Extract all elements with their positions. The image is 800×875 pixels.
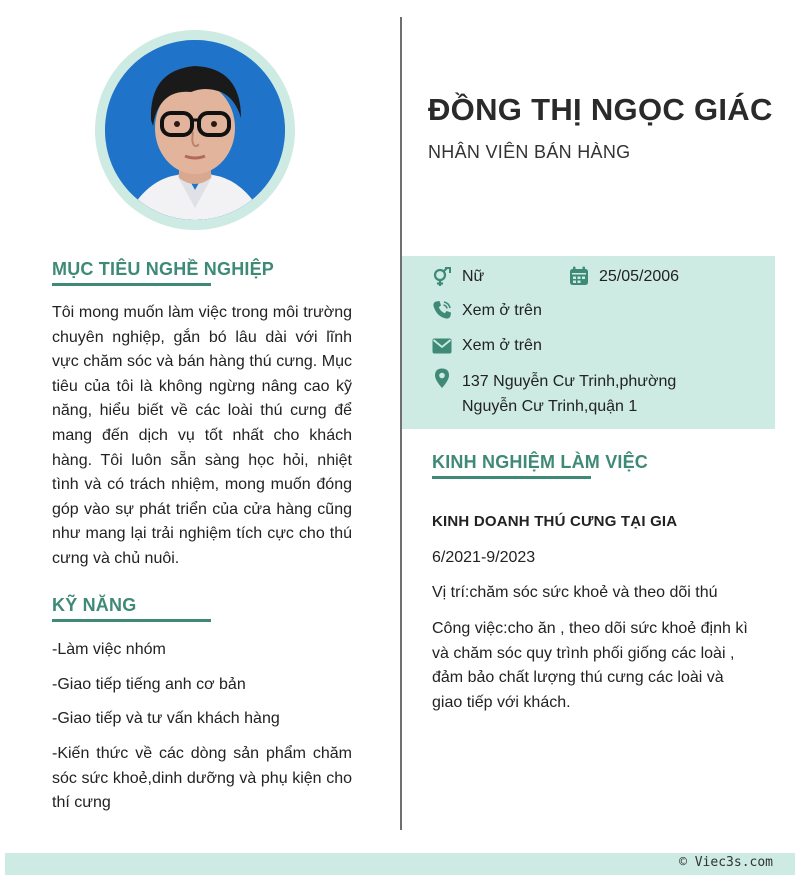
skill-item: -Giao tiếp tiếng anh cơ bản xyxy=(52,676,246,693)
gender-value: Nữ xyxy=(462,268,485,285)
objective-text: Tôi mong muốn làm việc trong môi trường chuyên nghiệp, gắn bó lâu dài với lĩnh vực chăm sóc và bán hàng thú cưng. Mục tiêu của tôi là không ngừng nâng cao kỹ năng, hiểu biết về các loài thú cưng để mang đến dịch vụ tốt nhất cho khách hàng. Tôi luôn sẵn sàng học hỏi, nhiệt tình và có trách nhiệm, mong muốn đóng góp vào sự phát triển của cửa hàng cũng như mang lại trải nghiệm tích cực cho thú cưng và chủ nuôi. xyxy=(52,304,352,567)
experience-title: KINH NGHIỆM LÀM VIỆC xyxy=(432,452,649,472)
skills-underline xyxy=(52,619,211,622)
experience-underline xyxy=(432,476,591,479)
address-value xyxy=(462,369,676,419)
calendar-icon xyxy=(569,266,589,286)
job-company: KINH DOANH THÚ CƯNG TẠI GIA xyxy=(432,513,678,530)
job-duties: Công việc:cho ăn , theo dõi sức khoẻ định kì và chăm sóc quy trình phối giống các loài , đảm bảo chất lượng thú cưng các loài và giao tiếp với khách. xyxy=(432,620,748,711)
phone-icon xyxy=(432,300,452,320)
email-value: Xem ở trên xyxy=(462,337,542,354)
skill-item: -Giao tiếp và tư vấn khách hàng xyxy=(52,710,280,727)
birthdate-value: 25/05/2006 xyxy=(599,268,680,285)
avatar xyxy=(105,40,285,220)
phone-value: Xem ở trên xyxy=(462,302,542,319)
footer-bar xyxy=(5,853,795,875)
footer-credit: © Viec3s.com xyxy=(679,855,773,870)
email-icon xyxy=(432,336,452,356)
job-period: 6/2021-9/2023 xyxy=(432,549,536,566)
location-icon xyxy=(432,368,452,388)
candidate-name: ĐỒNG THỊ NGỌC GIÁC xyxy=(428,92,773,127)
job-position: Vị trí:chăm sóc sức khoẻ và theo dõi thú xyxy=(432,584,718,601)
address-line-2: Nguyễn Cư Trinh,quận 1 xyxy=(462,398,638,415)
objective-title: MỤC TIÊU NGHỀ NGHIỆP xyxy=(52,259,275,279)
objective-underline xyxy=(52,283,211,286)
address-line-1: 137 Nguyễn Cư Trinh,phường xyxy=(462,373,677,390)
candidate-role: NHÂN VIÊN BÁN HÀNG xyxy=(428,142,631,162)
skill-item: -Làm việc nhóm xyxy=(52,641,166,658)
gender-icon xyxy=(432,267,452,287)
avatar-portrait-image xyxy=(105,40,285,220)
skills-title: KỸ NĂNG xyxy=(52,595,137,615)
skill-item: -Kiến thức về các dòng sản phẩm chăm sóc sức khoẻ,dinh dưỡng và phụ kiện cho thí cưng xyxy=(52,745,352,811)
